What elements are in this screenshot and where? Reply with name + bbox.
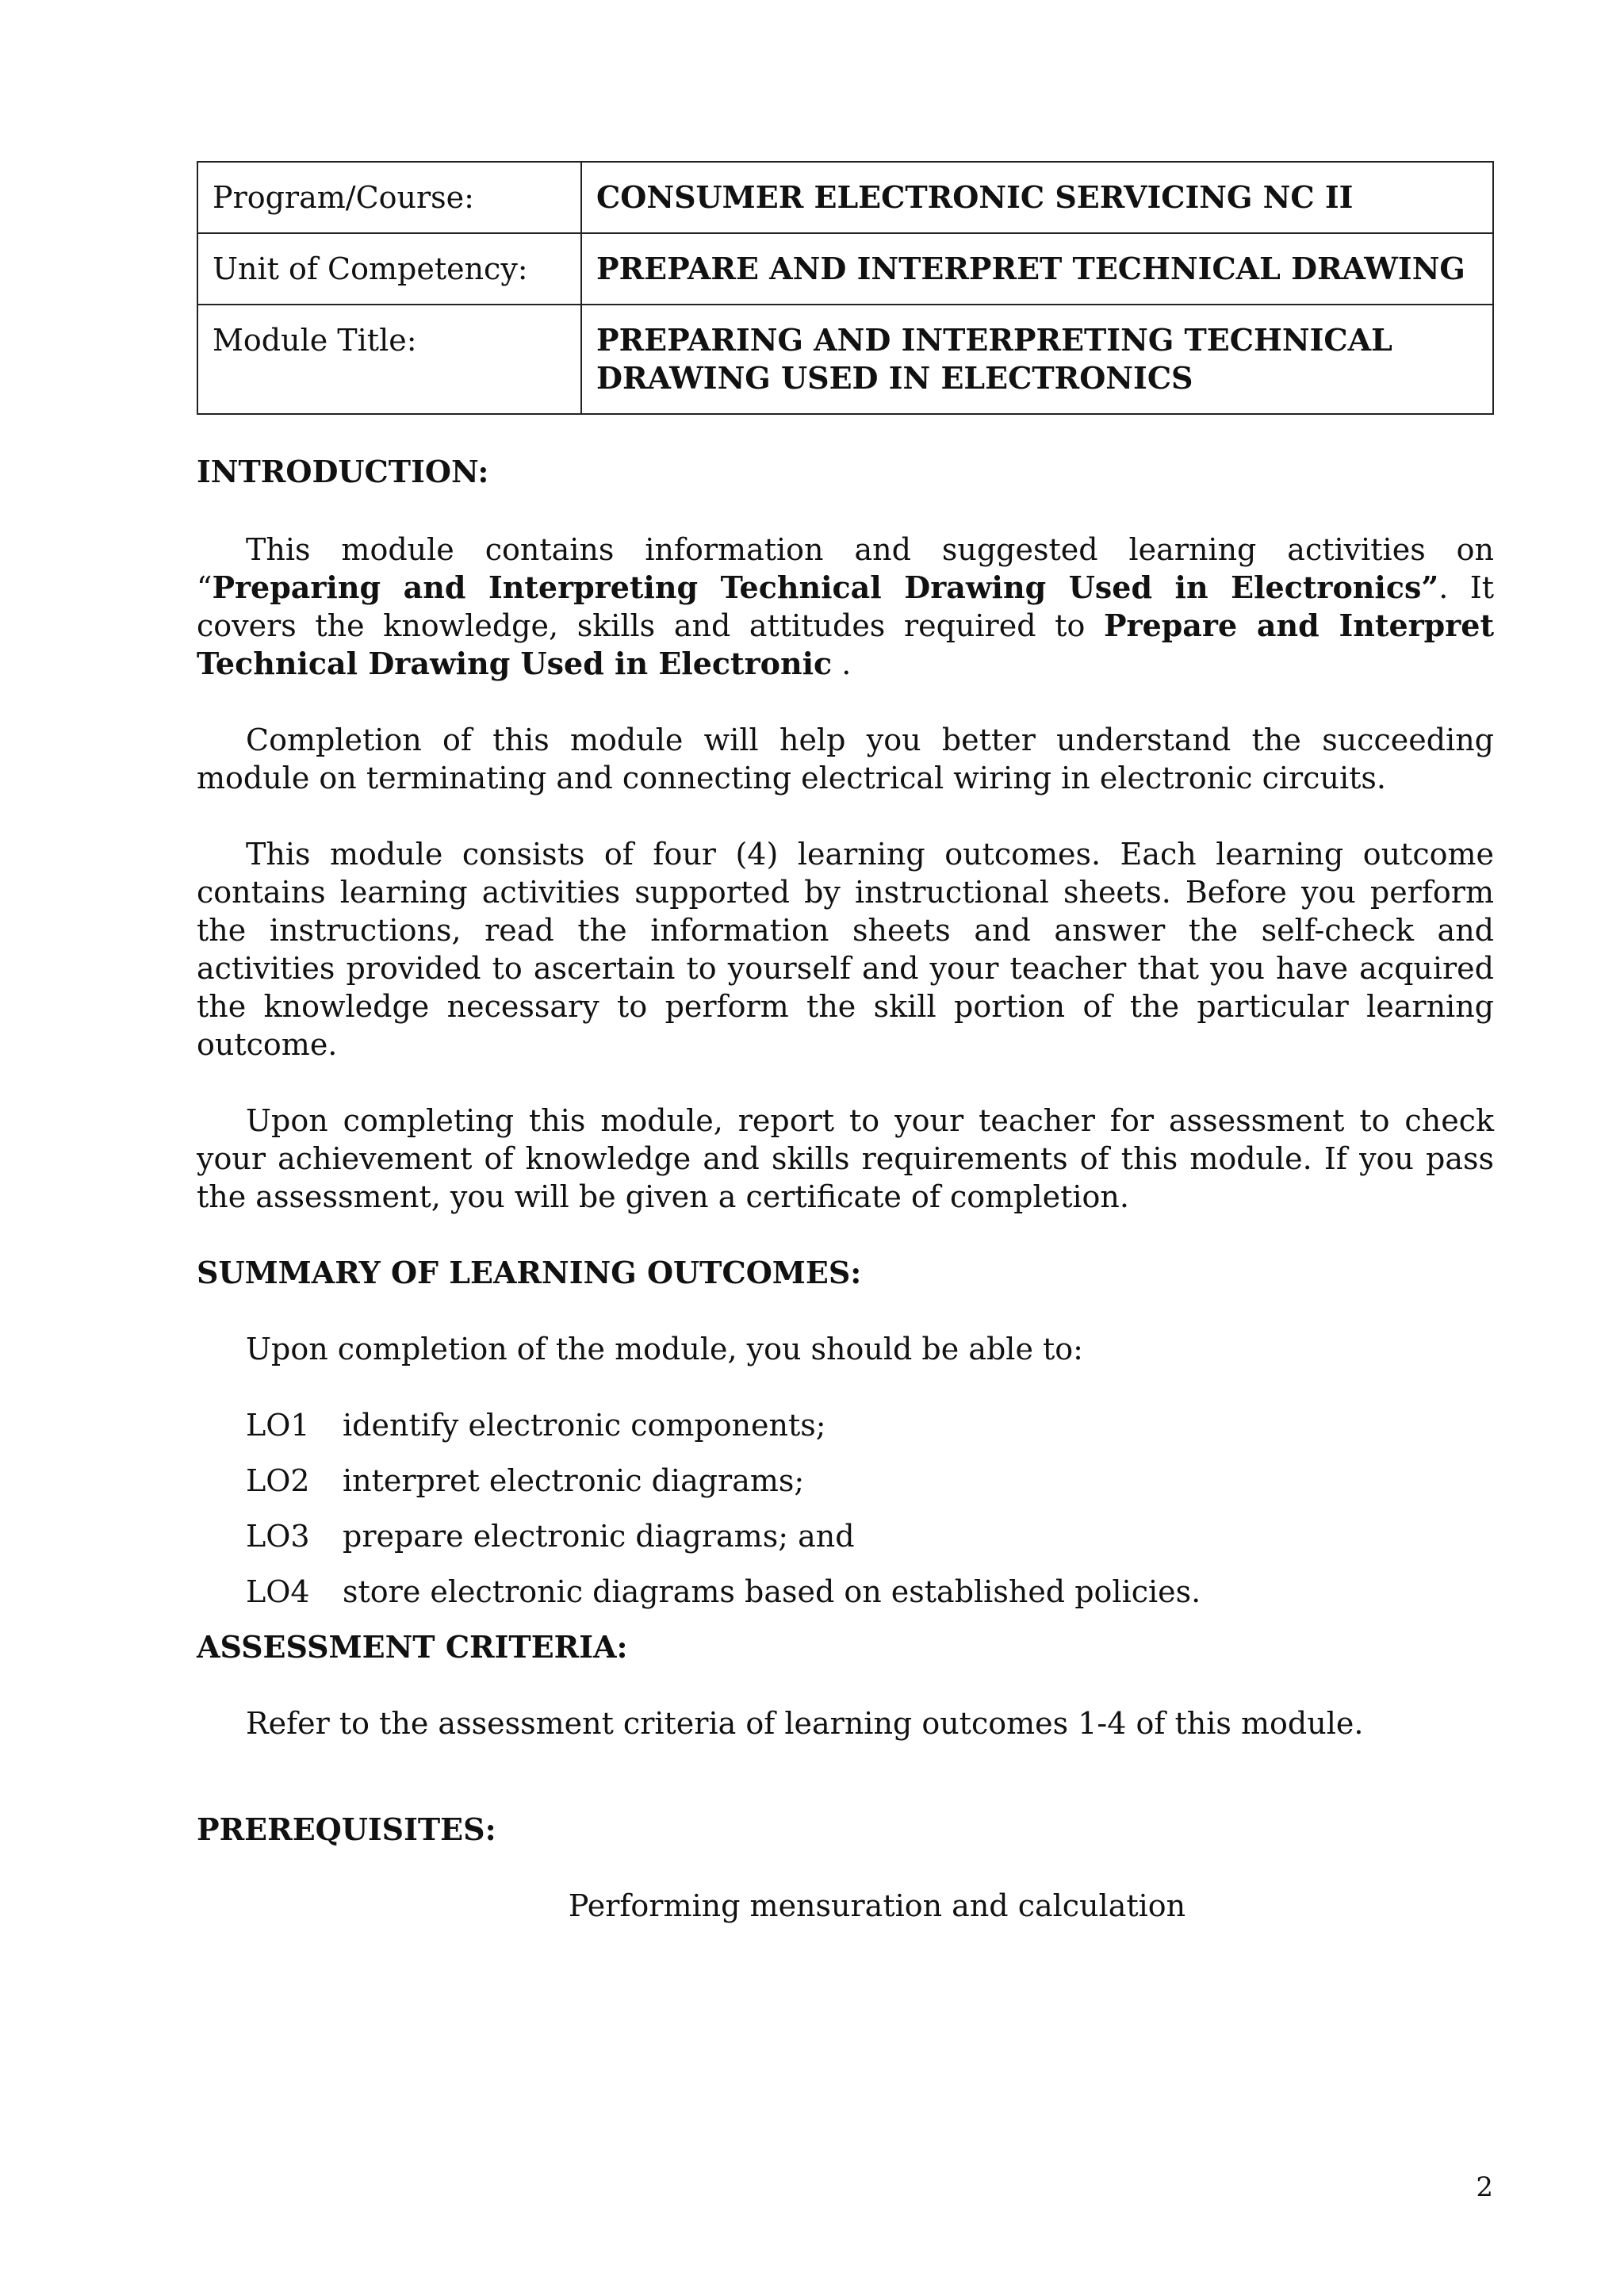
lo-code: LO3 bbox=[246, 1519, 310, 1554]
intro-p1-bold-1: Preparing and Interpreting Technical Drawing Used in Electronics” bbox=[212, 569, 1439, 605]
lo-text: store electronic diagrams based on established policies. bbox=[343, 1574, 1201, 1609]
module-title-value: PREPARING AND INTERPRETING TECHNICAL DRAWING USED IN ELECTRONICS bbox=[581, 305, 1493, 414]
summary-intro: Upon completion of the module, you should be able to: bbox=[246, 1332, 1083, 1366]
list-item bbox=[197, 1573, 1494, 1611]
lo-text: prepare electronic diagrams; and bbox=[343, 1519, 855, 1554]
introduction-paragraph-3: This module consists of four (4) learning outcomes. Each learning outcome contains learning activities supported by instructional sheets. Before you perform the instructions, read the information sheets and answer the self-check and activities provided to ascertain to yourself and your teacher that you have acquired the knowledge necessary to perform the skill portion of the particular learning outcome. bbox=[197, 837, 1494, 1062]
intro-p1-text-3: . bbox=[832, 646, 852, 681]
lo-code: LO4 bbox=[246, 1574, 310, 1609]
intro-p1-text-2: . It covers the knowledge, skills and attitudes required to bbox=[197, 570, 1494, 643]
page-number: 2 bbox=[1476, 2171, 1493, 2203]
prerequisites-heading: PREREQUISITES: bbox=[197, 1811, 496, 1847]
introduction-paragraph-1 bbox=[197, 531, 1494, 683]
document-page bbox=[197, 161, 1494, 1925]
table-row bbox=[197, 233, 1493, 305]
introduction-heading: INTRODUCTION: bbox=[197, 454, 489, 489]
lo-code: LO2 bbox=[246, 1463, 310, 1498]
intro-p1-text-1: This module contains information and suggested learning activities on “ bbox=[197, 532, 1494, 605]
program-course-value: CONSUMER ELECTRONIC SERVICING NC II bbox=[581, 162, 1493, 233]
list-item bbox=[197, 1406, 1494, 1444]
introduction-paragraph-2: Completion of this module will help you better understand the succeeding module on terminating and connecting electrical wiring in electronic circuits. bbox=[197, 723, 1494, 795]
list-item bbox=[197, 1517, 1494, 1555]
table-row bbox=[197, 162, 1493, 233]
module-info-table bbox=[197, 161, 1494, 415]
program-course-label: Program/Course: bbox=[197, 162, 581, 233]
list-item bbox=[197, 1462, 1494, 1500]
unit-of-competency-value: PREPARE AND INTERPRET TECHNICAL DRAWING bbox=[581, 233, 1493, 305]
lo-text: interpret electronic diagrams; bbox=[343, 1463, 805, 1498]
assessment-text: Refer to the assessment criteria of learning outcomes 1-4 of this module. bbox=[246, 1706, 1364, 1741]
assessment-heading: ASSESSMENT CRITERIA: bbox=[197, 1629, 628, 1665]
prerequisites-text: Performing mensuration and calculation bbox=[568, 1888, 1186, 1923]
lo-code: LO1 bbox=[246, 1408, 310, 1443]
learning-outcomes-list bbox=[197, 1406, 1494, 1611]
introduction-paragraph-4: Upon completing this module, report to your teacher for assessment to check your achievement of knowledge and skills requirements of this module. If you pass the assessment, you will be given a certificate of completion. bbox=[197, 1103, 1494, 1214]
summary-heading: SUMMARY OF LEARNING OUTCOMES: bbox=[197, 1255, 862, 1290]
lo-text: identify electronic components; bbox=[343, 1408, 826, 1443]
table-row bbox=[197, 305, 1493, 414]
intro-p1-bold-2: Prepare and Interpret Technical Drawing Used in Electronic bbox=[197, 608, 1494, 681]
unit-of-competency-label: Unit of Competency: bbox=[197, 233, 581, 305]
module-title-label: Module Title: bbox=[197, 305, 581, 414]
